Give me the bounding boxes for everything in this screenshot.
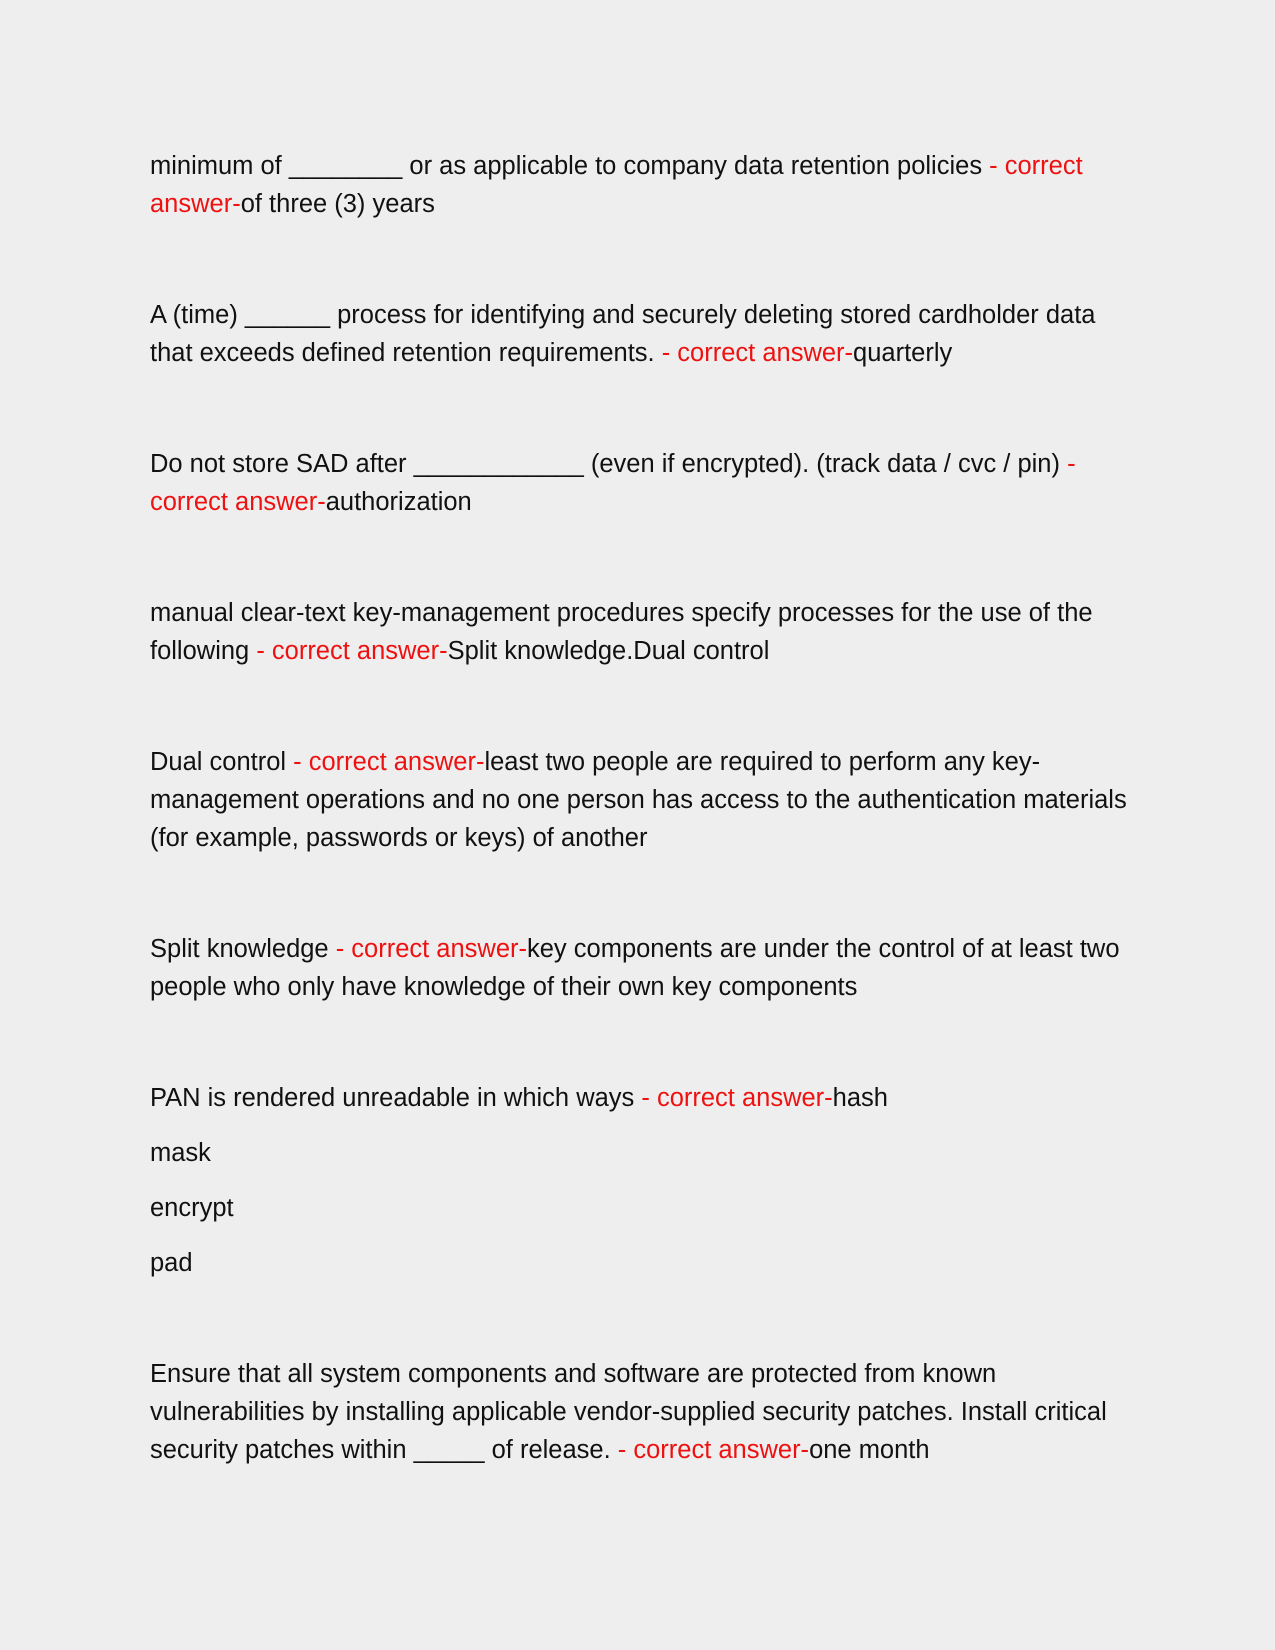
answer-text: of three (3) years — [240, 190, 435, 218]
answer-text: hash — [832, 1084, 888, 1112]
answer-continuation-line: pad — [150, 1249, 193, 1277]
question-text: A (time) ______ process for identifying and securely deleting stored cardholder data that exceeds defined retention requirements. — [150, 301, 1096, 367]
correct-answer-separator: - correct answer- — [335, 935, 527, 963]
question-text: Do not store SAD after ____________ (even if encrypted). (track data / cvc / pin) — [150, 450, 1068, 478]
answer-text: authorization — [325, 488, 472, 516]
answer-text: key components are under the control of at least two people who only have knowledge of their own key components — [150, 935, 1120, 1001]
qa-item-dual-control — [150, 743, 1140, 857]
answer-text: Split knowledge.Dual control — [447, 637, 770, 665]
correct-answer-separator: - correct answer- — [293, 748, 485, 776]
question-text: Ensure that all system components and software are protected from known vulnerabilities by installing applicable vendor-supplied security patches. Install critical security patches within _____ of release. — [150, 1360, 1107, 1464]
question-text: minimum of ________ or as applicable to company data retention policies — [150, 152, 990, 180]
correct-answer-separator: - correct answer- — [256, 637, 448, 665]
document-page — [150, 147, 1140, 1469]
answer-text: quarterly — [853, 339, 953, 367]
correct-answer-separator: - correct answer- — [150, 152, 1083, 218]
question-text: Split knowledge — [150, 935, 336, 963]
qa-item-key-management — [150, 594, 1140, 670]
question-text: PAN is rendered unreadable in which ways — [150, 1084, 642, 1112]
qa-item-deletion-process — [150, 296, 1140, 372]
answer-continuation-line: encrypt — [150, 1194, 234, 1222]
question-text: manual clear-text key-management procedures specify processes for the use of the following — [150, 599, 1093, 665]
qa-item-sad-storage — [150, 445, 1140, 521]
qa-item-pan-unreadable — [150, 1079, 1140, 1117]
answer-text: least two people are required to perform any key-management operations and no one person has access to the authentication materials (for example, passwords or keys) of another — [150, 748, 1127, 852]
question-text: Dual control — [150, 748, 294, 776]
correct-answer-separator: - correct answer- — [661, 339, 854, 367]
qa-item-retention — [150, 147, 1140, 223]
correct-answer-separator: - correct answer- — [150, 450, 1076, 516]
qa-item-security-patches — [150, 1355, 1140, 1469]
qa-item-split-knowledge — [150, 930, 1140, 1006]
answer-continuation-line: mask — [150, 1139, 211, 1167]
correct-answer-separator: - correct answer- — [641, 1084, 833, 1112]
correct-answer-separator: - correct answer- — [617, 1436, 810, 1464]
answer-text: one month — [809, 1436, 930, 1464]
